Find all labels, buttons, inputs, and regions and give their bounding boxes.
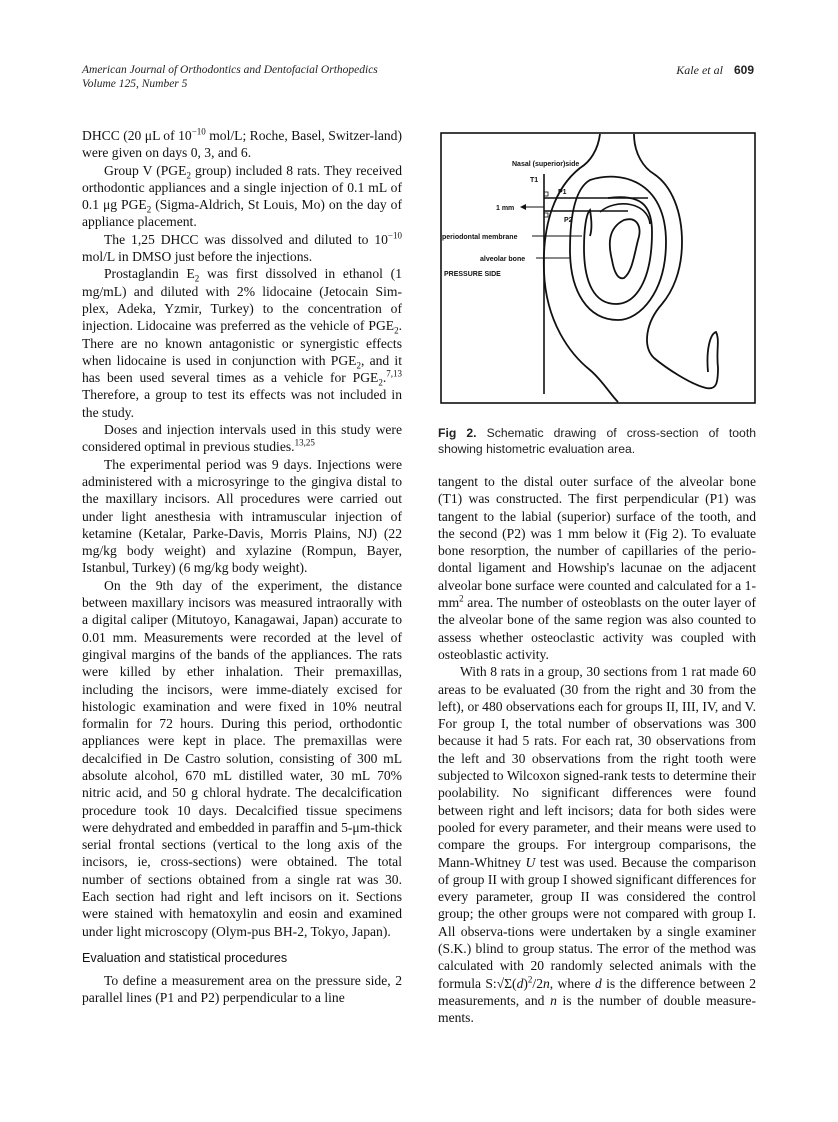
label-t1: T1 xyxy=(530,177,539,184)
paragraph: On the 9th day of the experiment, the distance between maxillary incisors was measured intraorally with a digital caliper (Mitutoyo, Kanagawai, Japan) accurate to 0.01 mm. Measurements were recorded at the level of gingival margins of the bands of the appliances. The rats were killed by ether inhalation. Their premaxillas, including the incisors, were imme-diately excised for histologic examination and were fixed in 10% neutral formalin for 72 hours. During this period, orthodontic appliances were kept in place. The premaxillas were decalcified in De Castro solution, consisting of 300 mL absolute alcohol, 670 mL distilled water, 30 mL 70% nitric acid, and 50 g chloral hydrate. The decalcification procedure took 10 days. Decalcified tissue specimens were dehydrated and embedded in paraffin and 5-μm-thick serial frontal sections (vertical to the long axis of the incisors, ie, cross-sections) were obtained. The total number of sections obtained from a single rat was 30. Each section had right and left incisors on it. Sections were stained with hematoxylin and eosin and examined under light microscopy (Olym-pus BH-2, Tokyo, Japan). xyxy=(82,577,402,939)
paragraph: To define a measurement area on the pressure side, 2 parallel lines (P1 and P2) perpendicular to a line xyxy=(82,972,402,1006)
paragraph: tangent to the distal outer surface of the alveolar bone (T1) was constructed. The first perpendicular (P1) was tangent to the labial (superior) surface of the tooth, and the second (P2) was 1 mm below it (Fig 2). To evaluate bone resorption, the number of capillaries of the perio-dontal ligament and Howship's lacunae on the adjacent alveolar bone surface were counted and calculated for a $1-mm^2$ area. The number of osteoblasts on the outer layer of the alveolar bone of the same region was also counted to assess whether osteoclastic activity was coupled with osteoblastic activity. xyxy=(438,474,756,662)
page-number: 609 xyxy=(733,63,754,77)
caption-text: Schematic drawing of cross-section of tooth showing histometric evaluation area. xyxy=(438,426,756,456)
tooth-cross-section-drawing xyxy=(440,132,756,404)
journal-title: American Journal of Orthodontics and Dentofacial Orthopedics xyxy=(82,64,378,76)
right-column xyxy=(438,473,756,1027)
section-heading: Evaluation and statistical procedures xyxy=(82,950,288,965)
running-header-page xyxy=(676,63,754,78)
paragraph: Prostaglandin $E_2$ was first dissolved in ethanol (1 mg/mL) and diluted with 2% lidocaine (Jetocain Sim-plex, Adeka, Yzmir, Turkey) to the concentration of injection. Lidocaine was preferred as the vehicle of $PGE_2$. There are no known antagonistic or synergistic effects when lidocaine is used in conjunction with $PGE_2$, and it has been used several times as a vehicle for $PGE_2.^{7,13}$ Therefore, a group to test its effects was not included in the study. xyxy=(82,266,402,420)
journal-volume: Volume 125, Number 5 xyxy=(82,78,188,90)
label-pressure-side: PRESSURE SIDE xyxy=(444,271,501,278)
label-periodontal-membrane: periodontal membrane xyxy=(442,234,518,241)
paragraph: Group V ($PGE_2$ group) included 8 rats. They received orthodontic appliances and a single injection of 0.1 mL of 0.1 μg $PGE_2$ (Sigma-Aldrich, St Louis, Mo) on the day of appliance placement. xyxy=(82,162,402,230)
label-nasal-side: Nasal (superior)side xyxy=(512,161,580,168)
paragraph: The experimental period was 9 days. Injections were administered with a microsyringe to the gingiva distal to the maxillary incisors. All procedures were carried out under light anesthesia with intramuscular injection of ketamine (Ketalar, Parke-Davis, Morris Plains, NJ) (22 mg/kg body weight) and xylazine (Rompun, Bayer, Istanbul, Turkey) (6 mg/kg body weight). xyxy=(82,456,402,576)
paragraph: The 1,25 DHCC was dissolved and diluted to $10^{-10}$ mol/L in DMSO just before the injections. xyxy=(82,230,402,265)
label-p1: P1 xyxy=(558,189,567,196)
label-p2: P2 xyxy=(564,217,573,224)
label-1mm: 1 mm xyxy=(496,205,515,212)
running-header-journal xyxy=(82,63,378,91)
paragraph: DHCC (20 μL of $10^{-10}$ mol/L; Roche, Basel, Switzer-land) were given on days 0, 3, and 6. xyxy=(82,126,402,161)
figure-caption xyxy=(438,426,756,457)
left-column xyxy=(82,127,402,1007)
caption-label: Fig 2. xyxy=(438,426,477,440)
paragraph: Doses and injection intervals used in this study were considered optimal in previous studies.$^{13,25}$ xyxy=(82,422,402,455)
label-alveolar-bone: alveolar bone xyxy=(480,256,526,263)
figure-tooth-diagram xyxy=(440,132,756,404)
running-authors: Kale et al xyxy=(676,63,723,77)
paragraph: With 8 rats in a group, 30 sections from 1 rat made 60 areas to be evaluated (30 from the right and 30 from the left), or 480 observations each for groups II, III, IV, and V. For group I, the total number of observations was 300 because it had 5 rats. For each rat, 30 observations from the left and 30 observations from the right tooth were subjected to Wilcoxon signed-rank tests to determine their poolability. No significant differences were found between right and left incisors; data for both sides were pooled for every parameter, and their means were used to compare the groups. For intergroup comparisons, the Mann-Whitney U test was used. Because the comparison of group II with group I showed significant differences for every parameter, group II was considered the control group; the other groups were not compared with group I. All observa-tions were undertaken by a single examiner (S.K.) blind to group status. The error of the method was calculated with 20 randomly selected animals with the formula $S:√\Sigma(d)^2/2n$, where d is the difference between 2 measurements, and n is the number of double measure-ments. xyxy=(438,664,757,1026)
